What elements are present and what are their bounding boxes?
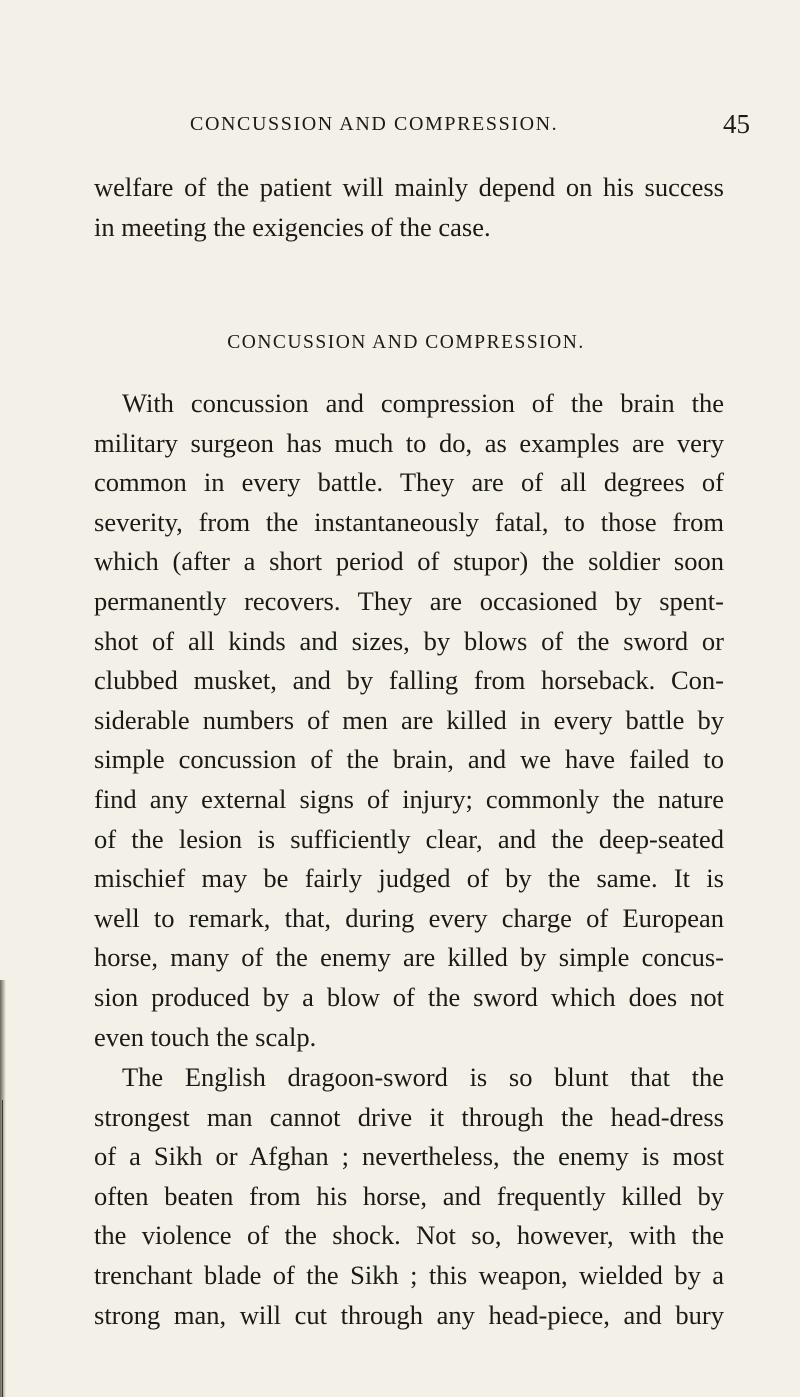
text-line: permanently recovers. They are occasioned by spent-: [94, 585, 724, 616]
text-line: horse, many of the enemy are killed by simple concus-: [94, 942, 724, 973]
text-line: of the lesion is sufficiently clear, and the deep-seated: [94, 823, 724, 854]
text-line: often beaten from his horse, and frequently killed by: [94, 1180, 724, 1211]
text-line: find any external signs of injury; commonly the nature: [94, 783, 724, 814]
text-line: severity, from the instantaneously fatal, to those from: [94, 506, 724, 537]
page-edge-shadow: [0, 980, 6, 1397]
text-line: strong man, will cut through any head-piece, and bury: [94, 1299, 724, 1330]
text-line: trenchant blade of the Sikh ; this weapon, wielded by a: [94, 1259, 724, 1290]
text-line: mischief may be fairly judged of by the same. It is: [94, 863, 724, 894]
paragraph-dragoon-sword: [94, 1058, 724, 1335]
page-edge-line: [2, 1100, 3, 1397]
section-heading: CONCUSSION AND COMPRESSION.: [227, 332, 585, 353]
text-line: common in every battle. They are of all degrees of: [94, 467, 724, 498]
page-number: 45: [723, 109, 750, 139]
paragraph-concussion: [94, 384, 724, 1057]
text-line: shot of all kinds and sizes, by blows of the sword or: [94, 625, 724, 656]
text-line: which (after a short period of stupor) the soldier soon: [94, 546, 724, 577]
running-header: [150, 106, 750, 142]
text-line: welfare of the patient will mainly depend on his success: [94, 172, 724, 202]
intro-paragraph: [94, 168, 724, 247]
text-line: well to remark, that, during every charge of European: [94, 902, 724, 933]
text-line: of a Sikh or Afghan ; nevertheless, the enemy is most: [94, 1141, 724, 1172]
running-title: CONCUSSION AND COMPRESSION.: [190, 113, 559, 135]
text-line: in meeting the exigencies of the case.: [94, 211, 491, 242]
text-line: clubbed musket, and by falling from horseback. Con-: [94, 665, 724, 696]
text-line: simple concussion of the brain, and we have failed to: [94, 744, 724, 775]
text-line: The English dragoon-sword is so blunt that the: [122, 1062, 724, 1092]
text-line: the violence of the shock. Not so, however, with the: [94, 1220, 724, 1251]
text-line: With concussion and compression of the brain the: [122, 388, 724, 418]
text-line: even touch the scalp.: [94, 1021, 317, 1052]
text-line: military surgeon has much to do, as examples are very: [94, 427, 724, 458]
text-line: strongest man cannot drive it through the head-dress: [94, 1101, 724, 1132]
text-line: sion produced by a blow of the sword which does not: [94, 981, 724, 1012]
text-line: siderable numbers of men are killed in every battle by: [94, 704, 724, 735]
